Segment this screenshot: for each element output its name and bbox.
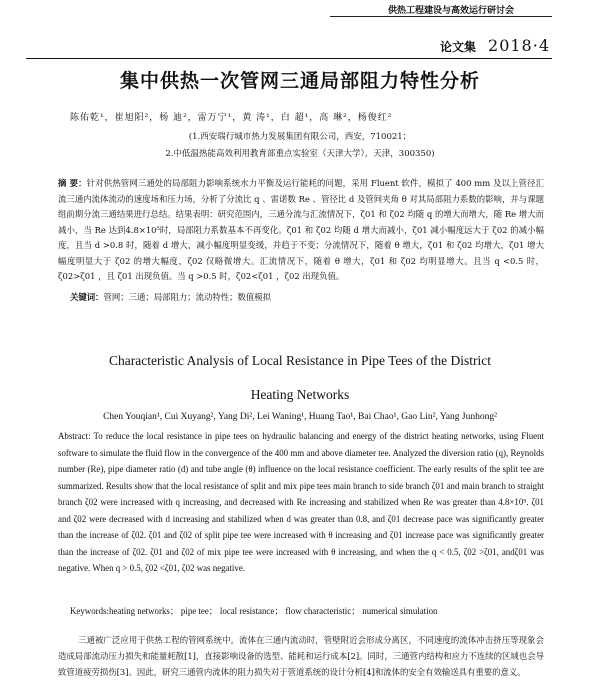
authors-chinese: 陈佑乾¹，崔旭阳²，杨 迪²，雷万宁¹，黄 涛¹，白 超¹，高 琳²，杨俊红²	[70, 113, 393, 123]
proceedings-title: 供热工程建设与高效运行研讨会	[387, 6, 514, 16]
header-rule-top	[330, 16, 552, 17]
affiliation-1: (1.西安瑞行城市热力发展集团有限公司，西安，710021；	[188, 132, 412, 142]
authors-english: Chen Youqian¹, Cui Xuyang², Yang Di², Lei Waning¹, Huang Tao¹, Bai Chao¹, Gao Lin², Yang Junhong²	[103, 412, 497, 422]
keywords-cn-label: 关键词：	[70, 292, 104, 302]
issue-date: 2018·4	[488, 36, 550, 55]
abstract-cn-label: 摘 要：	[58, 178, 87, 188]
abstract-en-label: Abstract:	[58, 431, 91, 441]
abstract-en-text: To reduce the local resistance in pipe tees on hydraulic balancing and energy of the district heating networks, using Fluent software to simulate the fluid flow in the convergence of the 400 mm and above diameter tee. Analyzed the diversion ratio (q), Reynolds number (Re), pipe diameter ratio (d) and tube angle (θ) influence on the local resistance coefficient. The early results of the split tee are summarized. Results show that the local resistance of split and mix pipe tees main branch to side branch ζ01 and main branch to straight branch ζ02 were increased with q increasing, and decreased with Re increasing and stabilized when Re was greater than 4.8×10⁵. ζ01 and ζ02 were decreased with d increasing and stabilized when d was greater than 0.8, and ζ01 decrease pace was significantly greater than the increase of ζ02. ζ01 and ζ02 of split pipe tee were increased with θ increasing and ζ01 increase pace was significantly greater than the increase of ζ02. ζ01 and ζ02 of mix pipe tee were increased with θ increasing, and when the q < 0.5, ζ02 >ζ01, andζ01 was negative. When q > 0.5, ζ02 <ζ01, ζ02 was negative.	[58, 431, 544, 573]
keywords-cn-text: 管网；三通；局部阻力；流动特性；数值模拟	[103, 292, 271, 302]
keywords-chinese	[70, 291, 271, 303]
title-en-line2: Heating Networks	[250, 387, 350, 402]
introduction-paragraph: 三通被广泛应用于供热工程的管网系统中。流体在三通内流动时，管壁附近会形成分离区，不同速度的流体冲击挤压等现象会造成局部流动压力损失和能量耗散[1]，直接影响设备的选型、能耗和运行成本[2]。同时，三通管内结构和应力不连续的区域也会导致管道疲劳损伤[3]。因此，研究三通管内流体的阻力损失对于管道系统的设计分析[4]和流体的安全有效输送具有重要的意义。	[58, 635, 544, 677]
title-en-line1: Characteristic Analysis of Local Resistance in Pipe Tees of the District	[109, 353, 491, 368]
keywords-en-label: Keywords:	[70, 606, 109, 616]
abstract-chinese	[58, 176, 544, 285]
affiliation-2: 2.中低温热能高效利用教育部重点实验室（天津大学），天津，300350)	[165, 149, 435, 159]
collection-label: 论文集	[440, 40, 477, 54]
abstract-cn-text: 针对供热管网三通处的局部阻力影响系统水力平衡及运行能耗的问题，采用 Fluent 软件，模拟了 400 mm 及以上管径汇流三通内流体流动的速度场和压力场，分析了分流比 q 、雷诺数 Re 、管径比 d 及管间夹角 θ 对其局部阻力系数的影响，并与课题组前期分流三通结果进行总结。结果表明：研究范围内，三通分流与汇流情况下，ζ01 和 ζ02 均随 q 的增大而增大，随 Re 增大而减小，当 Re 达到4.8×10⁵时，局部阻力系数基本不再变化。ζ01 和 ζ02 均随 d 增大而减小，ζ01 减小幅度远大于 ζ02 的减小幅度，且当 d >0.8 时，随着 d 增大，减小幅度明显变缓，并趋于不变；分流情况下，随着 θ 增大，ζ01 和 ζ02 均增大，ζ01 增大幅度明显大于 ζ02 的增大幅度，ζ02 仅略微增大。汇流情况下，随着 θ 增大，ζ01 和 ζ02 均明显增大。且当 q <0.5 时，ζ02>ζ01 ，且 ζ01 出现负值。当 q >0.5 时，ζ02<ζ01 ，ζ02 出现负值。	[58, 178, 544, 281]
keywords-en-text: heating networks； pipe tee； local resistance； flow characteristic； numerical simulation	[108, 606, 438, 616]
abstract-english	[58, 428, 544, 577]
keywords-english	[70, 604, 437, 617]
header-rule-main	[26, 58, 552, 59]
header-row	[440, 36, 550, 55]
title-english	[0, 344, 600, 412]
title-chinese: 集中供热一次管网三通局部阻力特性分析	[119, 70, 480, 92]
